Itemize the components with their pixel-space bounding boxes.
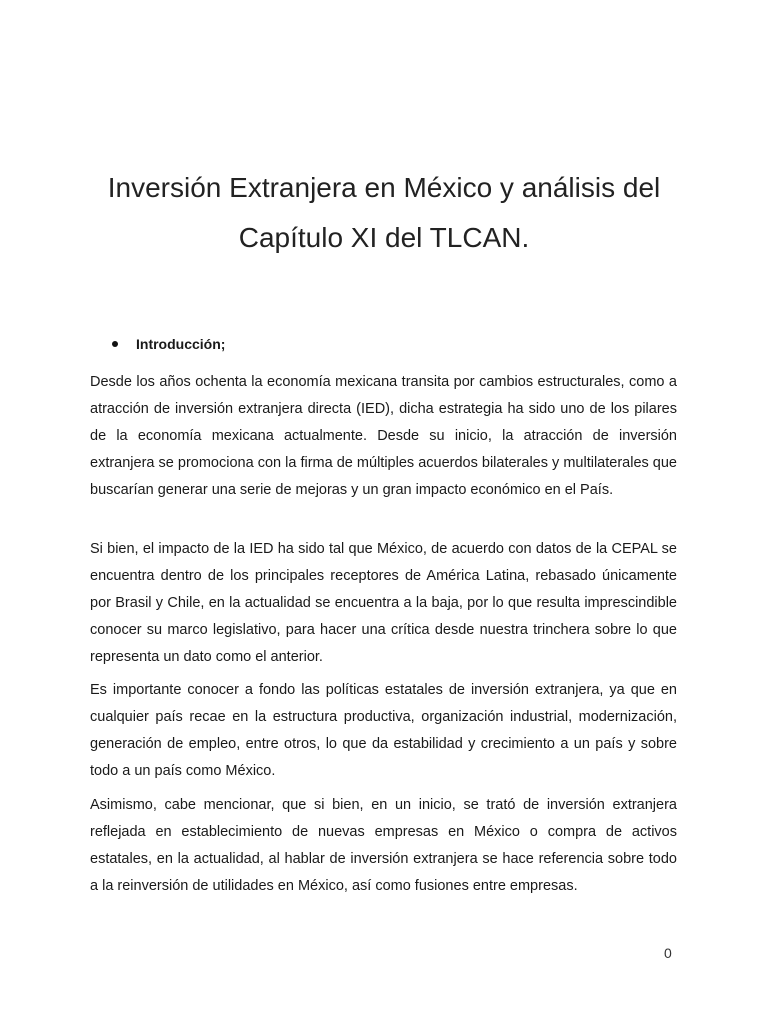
section-heading-label: Introducción; xyxy=(136,336,226,352)
paragraph-4: Asimismo, cabe mencionar, que si bien, en un inicio, se trató de inversión extranjera reflejada en establecimiento de nuevas empresas en México o compra de activos estatales, en la actualidad, al hablar de inversión extranjera se hace referencia sobre todo a la reinversión de utilidades en México, así como fusiones entre empresas. xyxy=(90,797,677,894)
bullet-icon xyxy=(112,341,118,347)
document-title-line-2: Capítulo XI del TLCAN. xyxy=(238,222,530,253)
paragraph-1: Desde los años ochenta la economía mexicana transita por cambios estructurales, como a atracción de inversión extranjera directa (IED), dicha estrategia ha sido uno de los pilares de la economía mexicana actualmente. Desde su inicio, la atracción de inversión extranjera se promociona con la firma de múltiples acuerdos bilaterales y multilaterales que buscarían generar una serie de mejoras y un gran impacto económico en el País. xyxy=(90,374,677,498)
document-title-line-1: Inversión Extranjera en México y análisis del xyxy=(107,172,661,203)
section-heading xyxy=(112,335,225,353)
paragraph-2: Si bien, el impacto de la IED ha sido tal que México, de acuerdo con datos de la CEPAL se encuentra dentro de los principales receptores de América Latina, rebasado únicamente por Brasil y Chile, en la actualidad se encuentra a la baja, por lo que resulta imprescindible conocer su marco legislativo, para hacer una crítica desde nuestra trinchera sobre lo que representa un dato como el anterior. xyxy=(90,541,677,665)
paragraph-3: Es importante conocer a fondo las políticas estatales de inversión extranjera, ya que en cualquier país recae en la estructura productiva, organización industrial, modernización, generación de empleo, entre otros, lo que da estabilidad y crecimiento a un país y sobre todo a un país como México. xyxy=(90,682,677,779)
page-number: 0 xyxy=(664,945,672,961)
